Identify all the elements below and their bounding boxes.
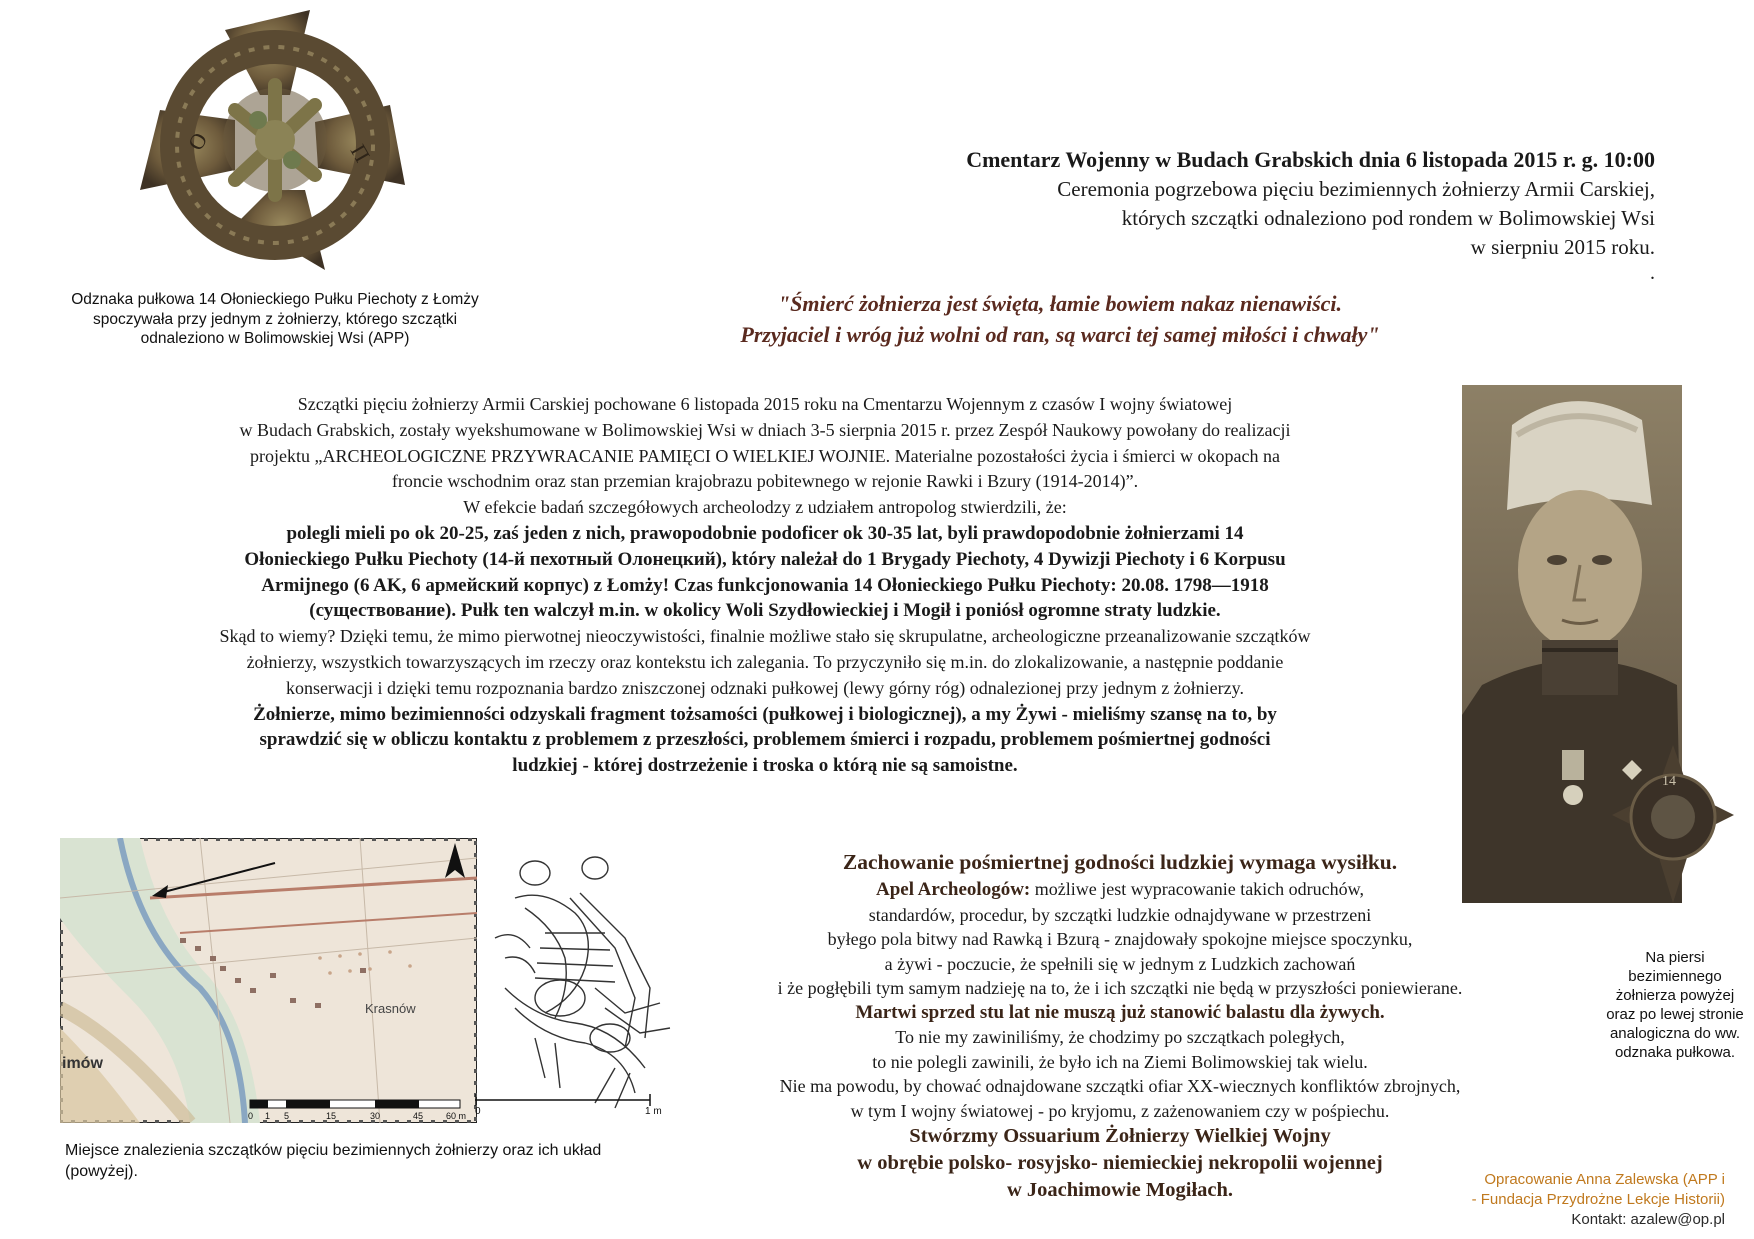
map-caption: Miejsce znalezienia szczątków pięciu bezimiennych żołnierzy oraz ich układ (powyżej). <box>65 1142 602 1180</box>
ceremony-line: . <box>1650 262 1655 284</box>
appeal-line: i że pogłębili tym samym nadzieję na to, że i ich szczątki nie będą w przyszłości poniewierane. <box>777 978 1463 998</box>
soldier-photo <box>1462 385 1734 903</box>
map-place-label: Krasnów <box>365 1001 416 1016</box>
conclusion-line: sprawdzić się w obliczu kontaktu z problemem z przeszłości, problemem śmierci i rozpadu, problemem pośmiertnej godności <box>259 729 1271 751</box>
ceremony-header <box>700 145 1655 284</box>
ceremony-title: Cmentarz Wojenny w Budach Grabskich dnia 6 listopada 2015 r. g. 10:00 <box>966 147 1655 172</box>
badge-number: 14 <box>1662 774 1676 789</box>
map-scale-label: 15 <box>326 1111 337 1121</box>
svg-text:O: O <box>182 128 213 155</box>
appeal-line: To nie my zawiniliśmy, że chodzimy po szczątkach poległych, <box>895 1027 1345 1047</box>
appeal-lead-rest: możliwe jest wypracowanie takich odruchów, <box>1030 879 1364 899</box>
credits-author: Opracowanie Anna Zalewska (APP i <box>1484 1171 1725 1188</box>
intro-line: W efekcie badań szczegółowych archeolodzy z udziałem antropolog stwierdzili, że: <box>463 497 1067 518</box>
ossuarium-call: w Joachimowie Mogiłach. <box>1006 1179 1234 1201</box>
findings-line: Ołonieckiego Pułku Piechoty (14-й пехотный Олонецкий), który należał do 1 Brygady Piechoty, 4 Dywizji Piechoty i 6 Korpusu <box>244 548 1286 570</box>
appeal-lead: Apel Archeologów: <box>875 879 1031 900</box>
ceremony-line: w sierpniu 2015 roku. <box>1470 235 1655 259</box>
main-text <box>70 392 1460 779</box>
ossuarium-call: w obrębie polsko- rosyjsko- niemieckiej nekropolii wojennej <box>857 1152 1383 1174</box>
appeal-line: to nie polegli zawinili, że było ich na Ziemi Bolimowskiej tak wielu. <box>872 1051 1368 1072</box>
conclusion-line: ludzkiej - której dostrzeżenie i troska o którą nie są samoistne. <box>512 755 1018 777</box>
appeal-lead-line <box>660 877 1580 903</box>
site-map <box>60 838 477 1123</box>
quote-line: "Śmierć żołnierza jest święta, łamie bowiem nakaz nienawiści. <box>777 291 1343 316</box>
appeal-heading: Zachowanie pośmiertnej godności ludzkiej wymaga wysiłku. <box>842 850 1398 874</box>
credits-contact[interactable]: Kontakt: azalew@op.pl <box>1571 1211 1725 1228</box>
appeal-line: Nie ma powodu, by chować odnajdowane szczątki ofiar XX-wiecznych konfliktów zbrojnych, <box>779 1076 1461 1096</box>
map-edge-label: imów <box>62 1055 103 1072</box>
credits <box>1400 1170 1725 1230</box>
conclusion-line: Żołnierze, mimo bezimienności odzyskali fragment tożsamości (pułkowej i biologicznej), a my Żywi - mieliśmy szansę na to, by <box>253 703 1277 725</box>
ceremony-line: Ceremonia pogrzebowa pięciu bezimiennych żołnierzy Armii Carskiej, <box>1057 177 1655 201</box>
map-scale-label: 0 <box>248 1111 254 1121</box>
map-scale-label: 60 m <box>446 1111 467 1121</box>
findings-line: polegli mieli po ok 20-25, zaś jeden z nich, prawopodobnie podoficer ok 30-35 lat, byli prawdopodobnie żołnierzami 14 <box>286 522 1244 544</box>
intro-line: projektu „ARCHEOLOGICZNE PRZYWRACANIE PAMIĘCI O WIELKIEJ WOJNIE. Materialne pozostałości życia i śmierci w okopach na <box>250 445 1280 466</box>
archaeologists-appeal <box>660 848 1580 1204</box>
credits-foundation: - Fundacja Przydrożne Lekcje Historii) <box>1471 1191 1725 1208</box>
sketch-scale-label: 1 m <box>645 1106 662 1117</box>
svg-text:П: П <box>345 140 376 167</box>
method-line: konserwacji i dzięki temu rozpoznania bardzo zniszczonej odznaki pułkowej (lewy górny róg) odnalezionej przy jednym z żołnierzy. <box>286 677 1244 698</box>
map-scale-label: 45 <box>413 1111 424 1121</box>
ossuarium-call: Stwórzmy Ossuarium Żołnierzy Wielkiej Wojny <box>909 1125 1331 1147</box>
quote-line: Przyjaciel i wróg już wolni od ran, są warci tej samej miłości i chwały" <box>740 322 1380 347</box>
photo-caption: Na piersi bezimiennego żołnierza powyżej oraz po lewej stronie analogiczna do ww. odznaka pułkowa. <box>1606 949 1744 1061</box>
method-line: żołnierzy, wszystkich towarzyszących im rzeczy oraz kontekstu ich zalegania. To przyczyniło się m.in. do zlokalizowanie, a następnie poddanie <box>246 651 1284 672</box>
map-scale-label: 5 <box>284 1111 290 1121</box>
sketch-scale-label: 0 <box>475 1106 481 1117</box>
badge-caption: Odznaka pułkowa 14 Ołonieckiego Pułku Piechoty z Łomży spoczywała przy jednym z żołnierzy, którego szczątki odnaleziono w Bolimowskiej Wsi (APP) <box>71 291 479 347</box>
appeal-line: w tym I wojny światowej - po kryjomu, z zażenowaniem czy w pośpiechu. <box>850 1100 1390 1121</box>
appeal-bold-line: Martwi sprzed stu lat nie muszą już stanowić balastu dla żywych. <box>855 1001 1385 1023</box>
memorial-quote <box>580 288 1540 350</box>
appeal-line: standardów, procedur, by szczątki ludzkie odnajdywane w przestrzeni <box>868 904 1372 925</box>
intro-line: Szczątki pięciu żołnierzy Armii Carskiej pochowane 6 listopada 2015 roku na Cmentarzu Wojennym z czasów I wojny światowej <box>297 394 1233 414</box>
intro-line: froncie wschodnim oraz stan przemian krajobrazu pobitewnego w rejonie Rawki i Bzury (1914-2014)”. <box>391 471 1139 492</box>
map-scale-label: 1 <box>265 1111 271 1121</box>
regimental-badge-image <box>140 0 410 285</box>
intro-line: w Budach Grabskich, zostały wyekshumowane w Bolimowskiej Wsi w dniach 3-5 sierpnia 2015 r. przez Zespół Naukowy powołany do realizacji <box>239 419 1291 440</box>
findings-line: (существование). Pułk ten walczył m.in. w okolicy Woli Szydłowieckiej i Mogił i poniósł ogromne straty ludzkie. <box>309 600 1221 622</box>
ceremony-line: których szczątki odnaleziono pod rondem w Bolimowskiej Wsi <box>1121 206 1655 230</box>
map-scale-label: 30 <box>370 1111 381 1121</box>
appeal-line: byłego pola bitwy nad Rawką i Bzurą - znajdowały spokojne miejsce spoczynku, <box>827 929 1413 949</box>
findings-line: Armijnego (6 AK, 6 армейский корпус) z Łomży! Czas funkcjonowania 14 Ołonieckiego Pułku Piechoty: 20.08. 1798—1918 <box>261 574 1269 596</box>
appeal-line: a żywi - poczucie, że spełnili się w jednym z Ludzkich zachowań <box>884 953 1356 974</box>
method-line: Skąd to wiemy? Dzięki temu, że mimo pierwotnej nieoczywistości, finalnie możliwe stało się skrupulatne, archeologiczne przeanalizowanie szczątków <box>219 626 1311 647</box>
